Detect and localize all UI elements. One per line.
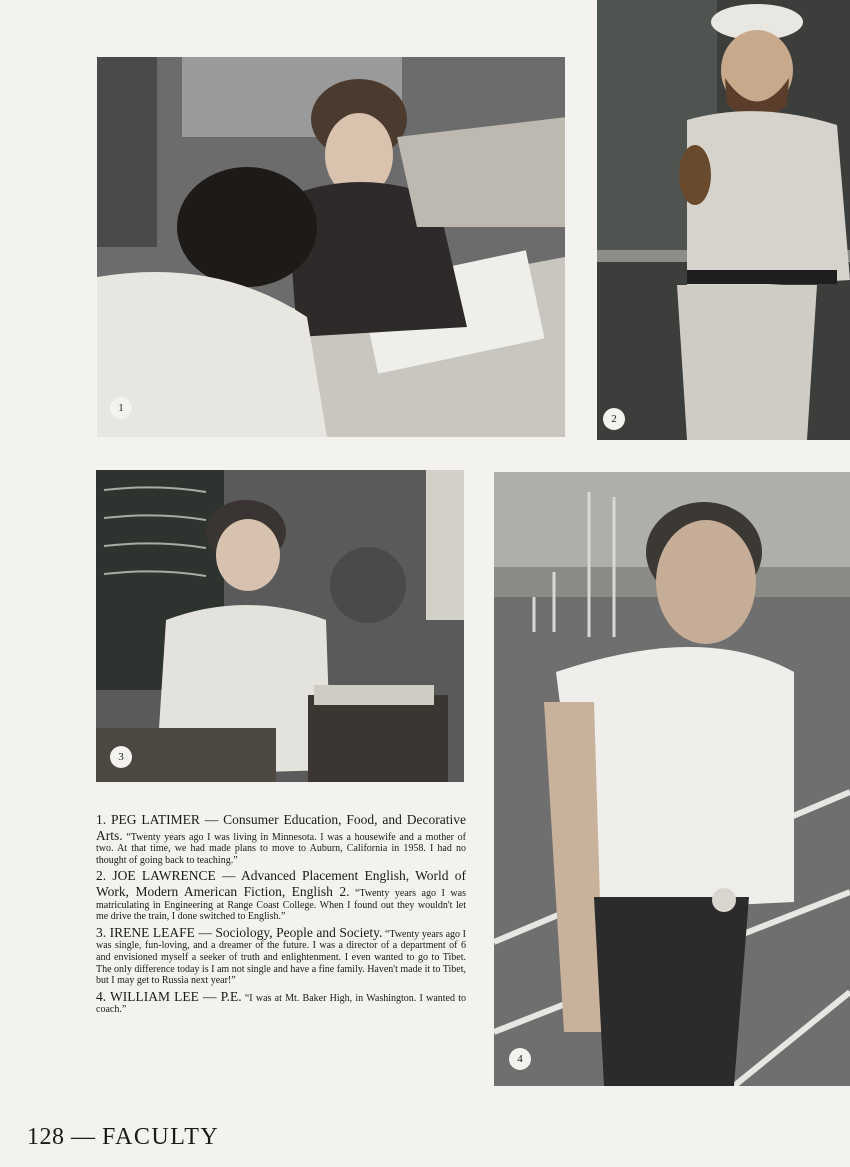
photo-number-badge: 3 [110, 746, 132, 768]
photo-3-illustration [96, 470, 464, 782]
caption-lead: 1. PEG LATIMER — Consumer Education, Food, and Decorative Arts. [96, 812, 466, 843]
caption-quote: “Twenty years ago I was living in Minnesota. I was a housewife and a mother of two. At that time, we had made plans to move to Auburn, California in 1958. I had no thought of going back to teaching.” [96, 831, 466, 866]
photo-1-illustration [97, 57, 565, 437]
caption-2 [96, 868, 466, 922]
footer-separator: — [71, 1124, 96, 1150]
caption-quote: “I was at Mt. Baker High, in Washington. I wanted to coach.” [96, 992, 466, 1016]
photo-irene-leafe [96, 470, 464, 782]
caption-4 [96, 989, 466, 1016]
page-footer [27, 1124, 219, 1151]
photo-william-lee [494, 472, 850, 1086]
caption-quote: “Twenty years ago I was single, fun-loving, and a dreamer of the future. I was a director of a department of 6 and envisioned myself a seeker of truth and enlightenment. I even wanted to go to Tibet. The only difference today is I am not single and have a fine family. Haven't made it to Tibet, but I may get to Russia next year!” [96, 928, 466, 987]
caption-quote: “Twenty years ago I was matriculating in Engineering at Range Coast College. When I found out they wouldn't let me drive the train, I done switched to English.” [96, 887, 466, 923]
page-number: 128 [27, 1124, 65, 1150]
caption-lead: 3. IRENE LEAFE — Sociology, People and Society. [96, 924, 383, 940]
caption-block [96, 812, 466, 1018]
photo-number-badge: 4 [509, 1048, 531, 1070]
photo-4-illustration [494, 472, 850, 1086]
photo-peg-latimer [97, 57, 565, 437]
caption-lead: 4. WILLIAM LEE — P.E. [96, 988, 242, 1004]
caption-lead: 2. JOE LAWRENCE — Advanced Placement English, World of Work, Modern American Fiction, English 2. [96, 868, 466, 899]
caption-3 [96, 925, 466, 987]
photo-number-badge: 1 [110, 397, 132, 419]
photo-2-illustration [597, 0, 850, 440]
caption-1 [96, 812, 466, 866]
photo-joe-lawrence [597, 0, 850, 440]
section-title: FACULTY [102, 1124, 220, 1150]
photo-number-badge: 2 [603, 408, 625, 430]
